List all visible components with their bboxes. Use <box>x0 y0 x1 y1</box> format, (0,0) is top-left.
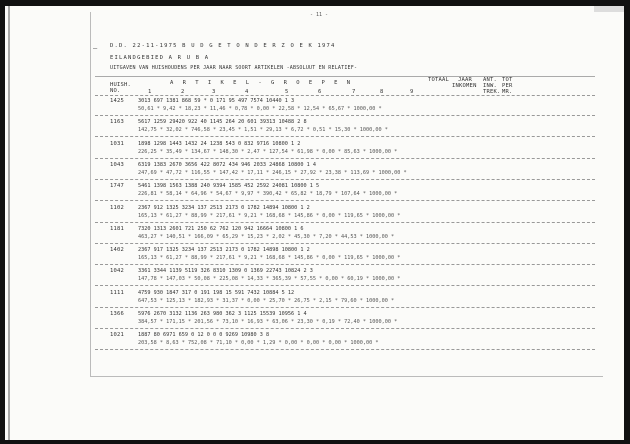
row-absolute-values: 2367 912 1325 3234 137 2513 2173 0 1782 14894 10800 1 2 <box>138 204 310 211</box>
table-row <box>138 226 618 244</box>
row-absolute-values: 3013 697 1381 868 59 * 0 171 95 497 7574 10440 1 3 <box>138 98 295 104</box>
row-relative-values: 647,53 * 125,13 * 182,93 * 31,37 * 0,00 * 25,70 * 26,75 * 2,15 * 79,60 * 1000,00 * <box>138 297 395 304</box>
col-huish-label: HUISH. <box>110 82 132 88</box>
table-row <box>138 247 618 265</box>
row-id: 1043 <box>110 161 125 168</box>
table-row <box>138 141 618 159</box>
row-divider <box>95 243 595 244</box>
row-absolute-values: 3361 3344 1139 5119 326 8310 1309 0 1369 22743 10824 2 3 <box>138 268 313 275</box>
col-inw-label: INW. <box>483 83 498 89</box>
row-absolute-values: 1887 80 6971 659 0 12 0 0 0 9269 10980 3 8 <box>138 332 270 339</box>
col-number: 3 <box>212 89 216 95</box>
col-number: 4 <box>245 89 249 95</box>
row-relative-values: 50,61 * 9,42 * 18,23 * 11,46 * 0,78 * 0,00 * 22,58 * 12,54 * 65,67 * 1000,00 * <box>138 106 382 112</box>
table-caption: UITGAVEN VAN HUISHOUDENS PER JAAR NAAR SOORT ARTIKELEN -ABSOLUUT EN RELATIEF- <box>110 65 358 71</box>
row-absolute-values: 6319 1383 2670 3656 422 8072 434 946 2033 24868 10800 1 4 <box>138 161 317 168</box>
col-trek-label: TREK. <box>483 89 501 95</box>
row-absolute-values: 2367 917 1325 3234 137 2513 2173 0 1782 14898 10800 1 2 <box>138 247 310 254</box>
col-number: 6 <box>318 89 322 95</box>
table-row <box>138 183 618 201</box>
row-absolute-values: 5617 1259 29420 922 40 1145 264 20 601 39313 10488 2 8 <box>138 119 307 126</box>
col-ant-label: ANT. <box>483 77 498 83</box>
page-number: - 11 - <box>310 12 329 18</box>
col-per-label: PER <box>502 83 513 89</box>
col-number: 5 <box>285 89 289 95</box>
row-id: 1747 <box>110 183 125 190</box>
row-id: 1021 <box>110 332 125 339</box>
row-divider <box>95 200 595 201</box>
binding-edge <box>8 6 10 440</box>
row-id: 1111 <box>110 289 125 296</box>
row-divider <box>95 285 595 286</box>
row-divider <box>95 222 595 223</box>
row-id: 1163 <box>110 119 125 126</box>
row-absolute-values: 5976 2670 3132 1136 263 980 362 3 1125 15539 10956 1 4 <box>138 311 307 317</box>
row-absolute-values: 4759 930 1847 317 0 191 198 15 591 7432 10884 5 12 <box>138 289 295 296</box>
col-number: 9 <box>410 89 414 95</box>
row-relative-values: 203,58 * 8,63 * 752,08 * 71,10 * 0,00 * 1,29 * 0,00 * 0,00 * 0,00 * 1000,00 * <box>138 340 379 347</box>
row-divider <box>95 328 595 329</box>
col-inkomen-label: INKOMEN <box>452 83 477 89</box>
row-relative-values: 384,57 * 171,15 * 201,56 * 73,10 * 16,93 * 63,06 * 23,30 * 0,19 * 72,40 * 1000,00 * <box>138 319 398 325</box>
row-id: 1366 <box>110 311 125 317</box>
col-number: 1 <box>148 89 152 95</box>
row-relative-values: 226,81 * 58,14 * 64,96 * 54,67 * 9,97 * 390,42 * 65,82 * 18,79 * 107,64 * 1000,00 * <box>138 191 398 198</box>
row-relative-values: 165,13 * 61,27 * 88,99 * 217,61 * 9,21 * 168,68 * 145,86 * 0,00 * 119,65 * 1000,00 * <box>138 255 401 262</box>
row-divider <box>95 115 595 116</box>
table-row <box>138 311 618 329</box>
margin-mark: — <box>93 44 98 52</box>
row-divider <box>95 95 595 96</box>
col-huish-label2: NO. <box>110 88 121 94</box>
col-jaar-label: JAAR <box>458 77 473 83</box>
row-relative-values: 247,69 * 47,72 * 116,55 * 147,42 * 17,11 * 246,15 * 27,92 * 23,38 * 113,69 * 1000,00 * <box>138 169 407 176</box>
col-mr-label: MR. <box>502 89 513 95</box>
group-title: A R T I K E L - G R O E P E N <box>170 80 354 86</box>
row-divider <box>95 349 595 350</box>
header-rule <box>95 76 595 77</box>
table-row <box>138 119 618 137</box>
col-number: 8 <box>380 89 384 95</box>
row-id: 1402 <box>110 247 125 254</box>
col-number: 7 <box>352 89 356 95</box>
col-tot-label: TOT <box>502 77 513 83</box>
table-row <box>138 205 618 223</box>
row-divider <box>95 179 595 180</box>
row-id: 1181 <box>110 225 125 232</box>
row-id: 1042 <box>110 268 125 275</box>
table-row <box>138 332 618 350</box>
row-relative-values: 147,78 * 147,03 * 50,08 * 225,08 * 14,33 * 365,39 * 57,55 * 0,00 * 60,19 * 1000,00 * <box>138 276 401 283</box>
col-number: 2 <box>181 89 185 95</box>
row-id: 1102 <box>110 204 125 211</box>
row-absolute-values: 7320 1313 2601 721 250 62 762 120 942 16664 10800 1 6 <box>138 225 304 232</box>
row-id: 1425 <box>110 98 125 104</box>
region-line: EILANDGEBIED A R U B A <box>110 55 210 61</box>
row-id: 1031 <box>110 140 125 147</box>
table-row <box>138 290 618 308</box>
row-absolute-values: 5461 1398 1563 1388 240 9394 1585 452 2592 24081 10800 1 5 <box>138 183 320 190</box>
report-title-line: D.D. 22-11-1975 B U D G E T O N D E R Z O E K 1974 <box>110 43 336 49</box>
row-relative-values: 463,27 * 140,51 * 166,09 * 65,29 * 15,23 * 2,02 * 45,30 * 7,20 * 44,53 * 1000,00 * <box>138 233 395 240</box>
table-row <box>138 162 618 180</box>
table-row <box>138 268 618 286</box>
row-divider <box>95 158 595 159</box>
row-relative-values: 165,13 * 61,27 * 88,99 * 217,61 * 9,21 * 168,68 * 145,86 * 0,00 * 119,65 * 1000,00 * <box>138 212 401 219</box>
row-relative-values: 226,25 * 35,49 * 134,67 * 148,30 * 2,47 * 127,54 * 61,98 * 0,00 * 85,63 * 1000,00 * <box>138 148 398 155</box>
col-totaal-label: TOTAAL <box>428 77 450 83</box>
table-row <box>138 98 618 116</box>
row-divider <box>95 136 595 137</box>
row-divider <box>95 264 595 265</box>
row-relative-values: 142,75 * 32,02 * 746,58 * 23,45 * 1,51 * 29,13 * 6,72 * 0,51 * 15,30 * 1000,00 * <box>138 127 388 134</box>
row-absolute-values: 1898 1298 1443 1432 24 1238 543 0 832 9716 10800 1 2 <box>138 140 301 147</box>
row-divider <box>95 307 595 308</box>
